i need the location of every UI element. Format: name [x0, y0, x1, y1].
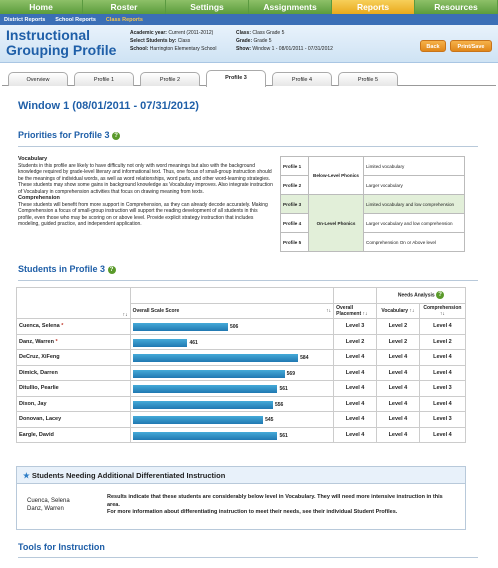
- comp-heading: Comprehension: [18, 195, 60, 201]
- group-cell: On-Level Phonics: [309, 195, 364, 252]
- vocab-cell: Level 4: [376, 381, 419, 397]
- table-row[interactable]: [17, 381, 466, 397]
- comp-cell: Level 4: [419, 319, 465, 335]
- nav-tab-assignments[interactable]: Assignments: [249, 0, 332, 14]
- profile-cell: Profile 3: [281, 195, 309, 214]
- priorities-text: [18, 156, 273, 228]
- score-value: 569: [286, 370, 295, 377]
- vocab-cell: Level 4: [376, 365, 419, 381]
- table-row[interactable]: [17, 427, 466, 443]
- profile-tabs: [2, 70, 496, 86]
- profile-cell: Profile 1: [281, 157, 309, 176]
- score-bar: [133, 370, 285, 378]
- placement-cell: Level 4: [334, 350, 377, 366]
- score-bar: [133, 339, 188, 347]
- tab-profile-2[interactable]: Profile 2: [140, 72, 200, 86]
- help-icon[interactable]: ?: [108, 266, 116, 274]
- score-value: 561: [279, 432, 288, 439]
- subnav-school-reports[interactable]: School Reports: [55, 16, 96, 23]
- vocab-cell: Level 4: [376, 412, 419, 428]
- blank-header: [130, 288, 334, 304]
- blank-header: [334, 288, 377, 304]
- select-students-value[interactable]: Class: [177, 38, 191, 44]
- placement-cell: Level 2: [334, 334, 377, 350]
- tab-profile-1[interactable]: Profile 1: [74, 72, 134, 86]
- desc-cell: Limited vocabulary and low comprehension: [364, 195, 465, 214]
- table-row[interactable]: [17, 319, 466, 335]
- nav-tab-resources[interactable]: Resources: [415, 0, 498, 14]
- group-cell: Below-Level Phonics: [309, 157, 364, 195]
- score-bar: [133, 432, 278, 440]
- priorities-heading: Priorities for Profile 3 ?: [18, 130, 120, 140]
- comp-cell: Level 4: [419, 396, 465, 412]
- nav-tab-home[interactable]: Home: [0, 0, 83, 14]
- report-header: [0, 25, 498, 63]
- report-filters-2: [236, 29, 333, 53]
- tab-profile-5[interactable]: Profile 5: [338, 72, 398, 86]
- divider: [18, 146, 478, 147]
- class-value[interactable]: Class Grade 5: [252, 30, 285, 36]
- additional-instruction-box: [16, 466, 466, 530]
- score-cell: [130, 334, 334, 350]
- student-name[interactable]: Eargle, David: [17, 427, 131, 443]
- vocab-cell: Level 4: [376, 396, 419, 412]
- additional-message: Results indicate that these students are considerably below level in Vocabulary. They will need more intensive instruction in this area. For more information about differentiating instruction to meet their needs, see their individual Student Profiles.: [107, 494, 443, 515]
- score-cell: [130, 381, 334, 397]
- comp-cell: Level 3: [419, 412, 465, 428]
- comp-cell: Level 3: [419, 381, 465, 397]
- vocab-cell: Level 2: [376, 334, 419, 350]
- score-value: 556: [274, 401, 284, 408]
- show-label: Show:: [236, 46, 251, 52]
- score-cell: [130, 427, 334, 443]
- star-icon: ★: [23, 471, 30, 480]
- profile-cell: Profile 5: [281, 233, 309, 252]
- school-label: School:: [130, 46, 149, 52]
- student-name[interactable]: Cuenca, Selena *: [17, 319, 131, 335]
- placement-cell: Level 4: [334, 381, 377, 397]
- name-sort-header[interactable]: ↑↓: [17, 288, 131, 319]
- grade-label: Grade:: [236, 38, 253, 44]
- students-table: [16, 287, 466, 443]
- divider: [18, 557, 478, 558]
- student-name[interactable]: Ditullio, Pearlie: [17, 381, 131, 397]
- vocab-cell: Level 2: [376, 319, 419, 335]
- score-bar: [133, 354, 299, 362]
- desc-cell: Larger vocabulary and low comprehension: [364, 214, 465, 233]
- table-row[interactable]: [17, 396, 466, 412]
- subnav-class-reports[interactable]: Class Reports: [105, 16, 143, 23]
- placement-cell: Level 4: [334, 412, 377, 428]
- score-cell: [130, 350, 334, 366]
- print-save-button[interactable]: Print/Save: [450, 40, 492, 52]
- table-row[interactable]: [17, 350, 466, 366]
- additional-names: [27, 497, 70, 513]
- table-row[interactable]: [17, 334, 466, 350]
- placement-cell: Level 4: [334, 396, 377, 412]
- profile-cell: Profile 4: [281, 214, 309, 233]
- show-value[interactable]: Window 1 - 08/01/2011 - 07/31/2012: [252, 46, 333, 52]
- score-bar: [133, 416, 264, 424]
- placement-cell: Level 3: [334, 319, 377, 335]
- comp-header[interactable]: Comprehension ↑↓: [419, 303, 465, 319]
- score-value: 461: [189, 339, 198, 346]
- score-cell: [130, 319, 334, 335]
- academic-year-value[interactable]: Current (2011-2012): [168, 30, 214, 36]
- student-name[interactable]: Dixon, Jay: [17, 396, 131, 412]
- help-icon[interactable]: ?: [112, 132, 120, 140]
- tools-heading: Tools for Instruction: [18, 542, 105, 552]
- class-label: Class:: [236, 30, 252, 36]
- score-bar: [133, 385, 278, 393]
- score-value: 561: [279, 386, 288, 392]
- comp-cell: Level 4: [419, 427, 465, 443]
- back-button[interactable]: Back: [420, 40, 446, 52]
- report-filters: [130, 29, 216, 53]
- comp-text: These students will benefit from more support in Comprehension, as they can already decode accurately. Making Comprehension a focus of small-group instruction will support the reading development of all students in this profile, even those who may be scoring on or above level. Provide explicit strategy instruction that includes modeling, guided practice, and independent application.: [18, 201, 268, 227]
- desc-cell: Comprehension On or Above level: [364, 233, 465, 252]
- subnav-district-reports[interactable]: District Reports: [4, 16, 46, 23]
- student-name[interactable]: DeCruz, XiFeng: [17, 350, 131, 366]
- help-icon[interactable]: ?: [436, 291, 444, 299]
- score-value: 545: [265, 417, 274, 423]
- placement-cell: Level 4: [334, 365, 377, 381]
- vocab-cell: Level 4: [376, 427, 419, 443]
- score-header[interactable]: Overall Scale Score ↑↓: [130, 303, 334, 319]
- placement-cell: Level 4: [334, 427, 377, 443]
- tab-overview[interactable]: Overview: [8, 72, 68, 86]
- comp-cell: Level 4: [419, 350, 465, 366]
- score-value: 506: [229, 324, 239, 330]
- table-row[interactable]: [17, 365, 466, 381]
- vocab-cell: Level 4: [376, 350, 419, 366]
- nav-tab-settings[interactable]: Settings: [166, 0, 249, 14]
- nav-tab-roster[interactable]: Roster: [83, 0, 166, 14]
- vocab-heading: Vocabulary: [18, 156, 48, 162]
- needs-analysis-header: Needs Analysis ?: [376, 288, 465, 304]
- vocab-header[interactable]: Vocabulary ↑↓: [376, 303, 419, 319]
- students-heading: Students in Profile 3 ?: [18, 264, 116, 274]
- student-name[interactable]: Dimick, Darren: [17, 365, 131, 381]
- table-row[interactable]: [17, 412, 466, 428]
- school-value[interactable]: Harrington Elementary School: [149, 46, 217, 52]
- page-title: Instructional Grouping Profile: [6, 27, 117, 58]
- divider: [18, 280, 478, 281]
- comp-cell: Level 2: [419, 334, 465, 350]
- score-bar: [133, 401, 273, 409]
- score-bar: [133, 323, 228, 331]
- score-cell: [130, 396, 334, 412]
- desc-cell: Larger vocabulary: [364, 176, 465, 195]
- comp-cell: Level 4: [419, 365, 465, 381]
- desc-cell: Limited vocabulary: [364, 157, 465, 176]
- grade-value[interactable]: Grade 5: [253, 38, 272, 44]
- academic-year-label: Academic year:: [130, 30, 167, 36]
- vocab-text: Students in this profile are likely to have difficulty not only with word meanings but also with the background knowledge required by grade-level literary and informational text. Thus, one focus of small-group instruction should be the meanings of individual words, as well as word relationships, word parts, and other word-learning strategies. These students may show some gains in background knowledge as Vocabulary improves. Also integrate instruction of Vocabulary in comprehension activities that focus on drawing meaning from texts.: [18, 162, 273, 195]
- score-cell: [130, 365, 334, 381]
- profile-cell: Profile 2: [281, 176, 309, 195]
- score-cell: [130, 412, 334, 428]
- tab-profile-3[interactable]: Profile 3: [206, 70, 266, 87]
- student-name[interactable]: Donovan, Lacey: [17, 412, 131, 428]
- select-students-label: Select Students by:: [130, 38, 177, 44]
- nav-tab-reports[interactable]: Reports: [332, 0, 415, 14]
- student-name[interactable]: Cuenca, Selena: [27, 498, 70, 504]
- window-title: Window 1 (08/01/2011 - 07/31/2012): [18, 100, 199, 112]
- sub-nav: [0, 14, 498, 25]
- placement-header[interactable]: Overall Placement ↑↓: [334, 303, 377, 319]
- tab-profile-4[interactable]: Profile 4: [272, 72, 332, 86]
- additional-heading: ★ Students Needing Additional Differentiated Instruction: [17, 467, 465, 484]
- student-name[interactable]: Danz, Warren *: [17, 334, 131, 350]
- profile-definitions-table: [280, 156, 465, 252]
- student-name[interactable]: Danz, Warren: [27, 506, 64, 512]
- top-nav: [0, 0, 498, 14]
- score-value: 584: [300, 355, 309, 361]
